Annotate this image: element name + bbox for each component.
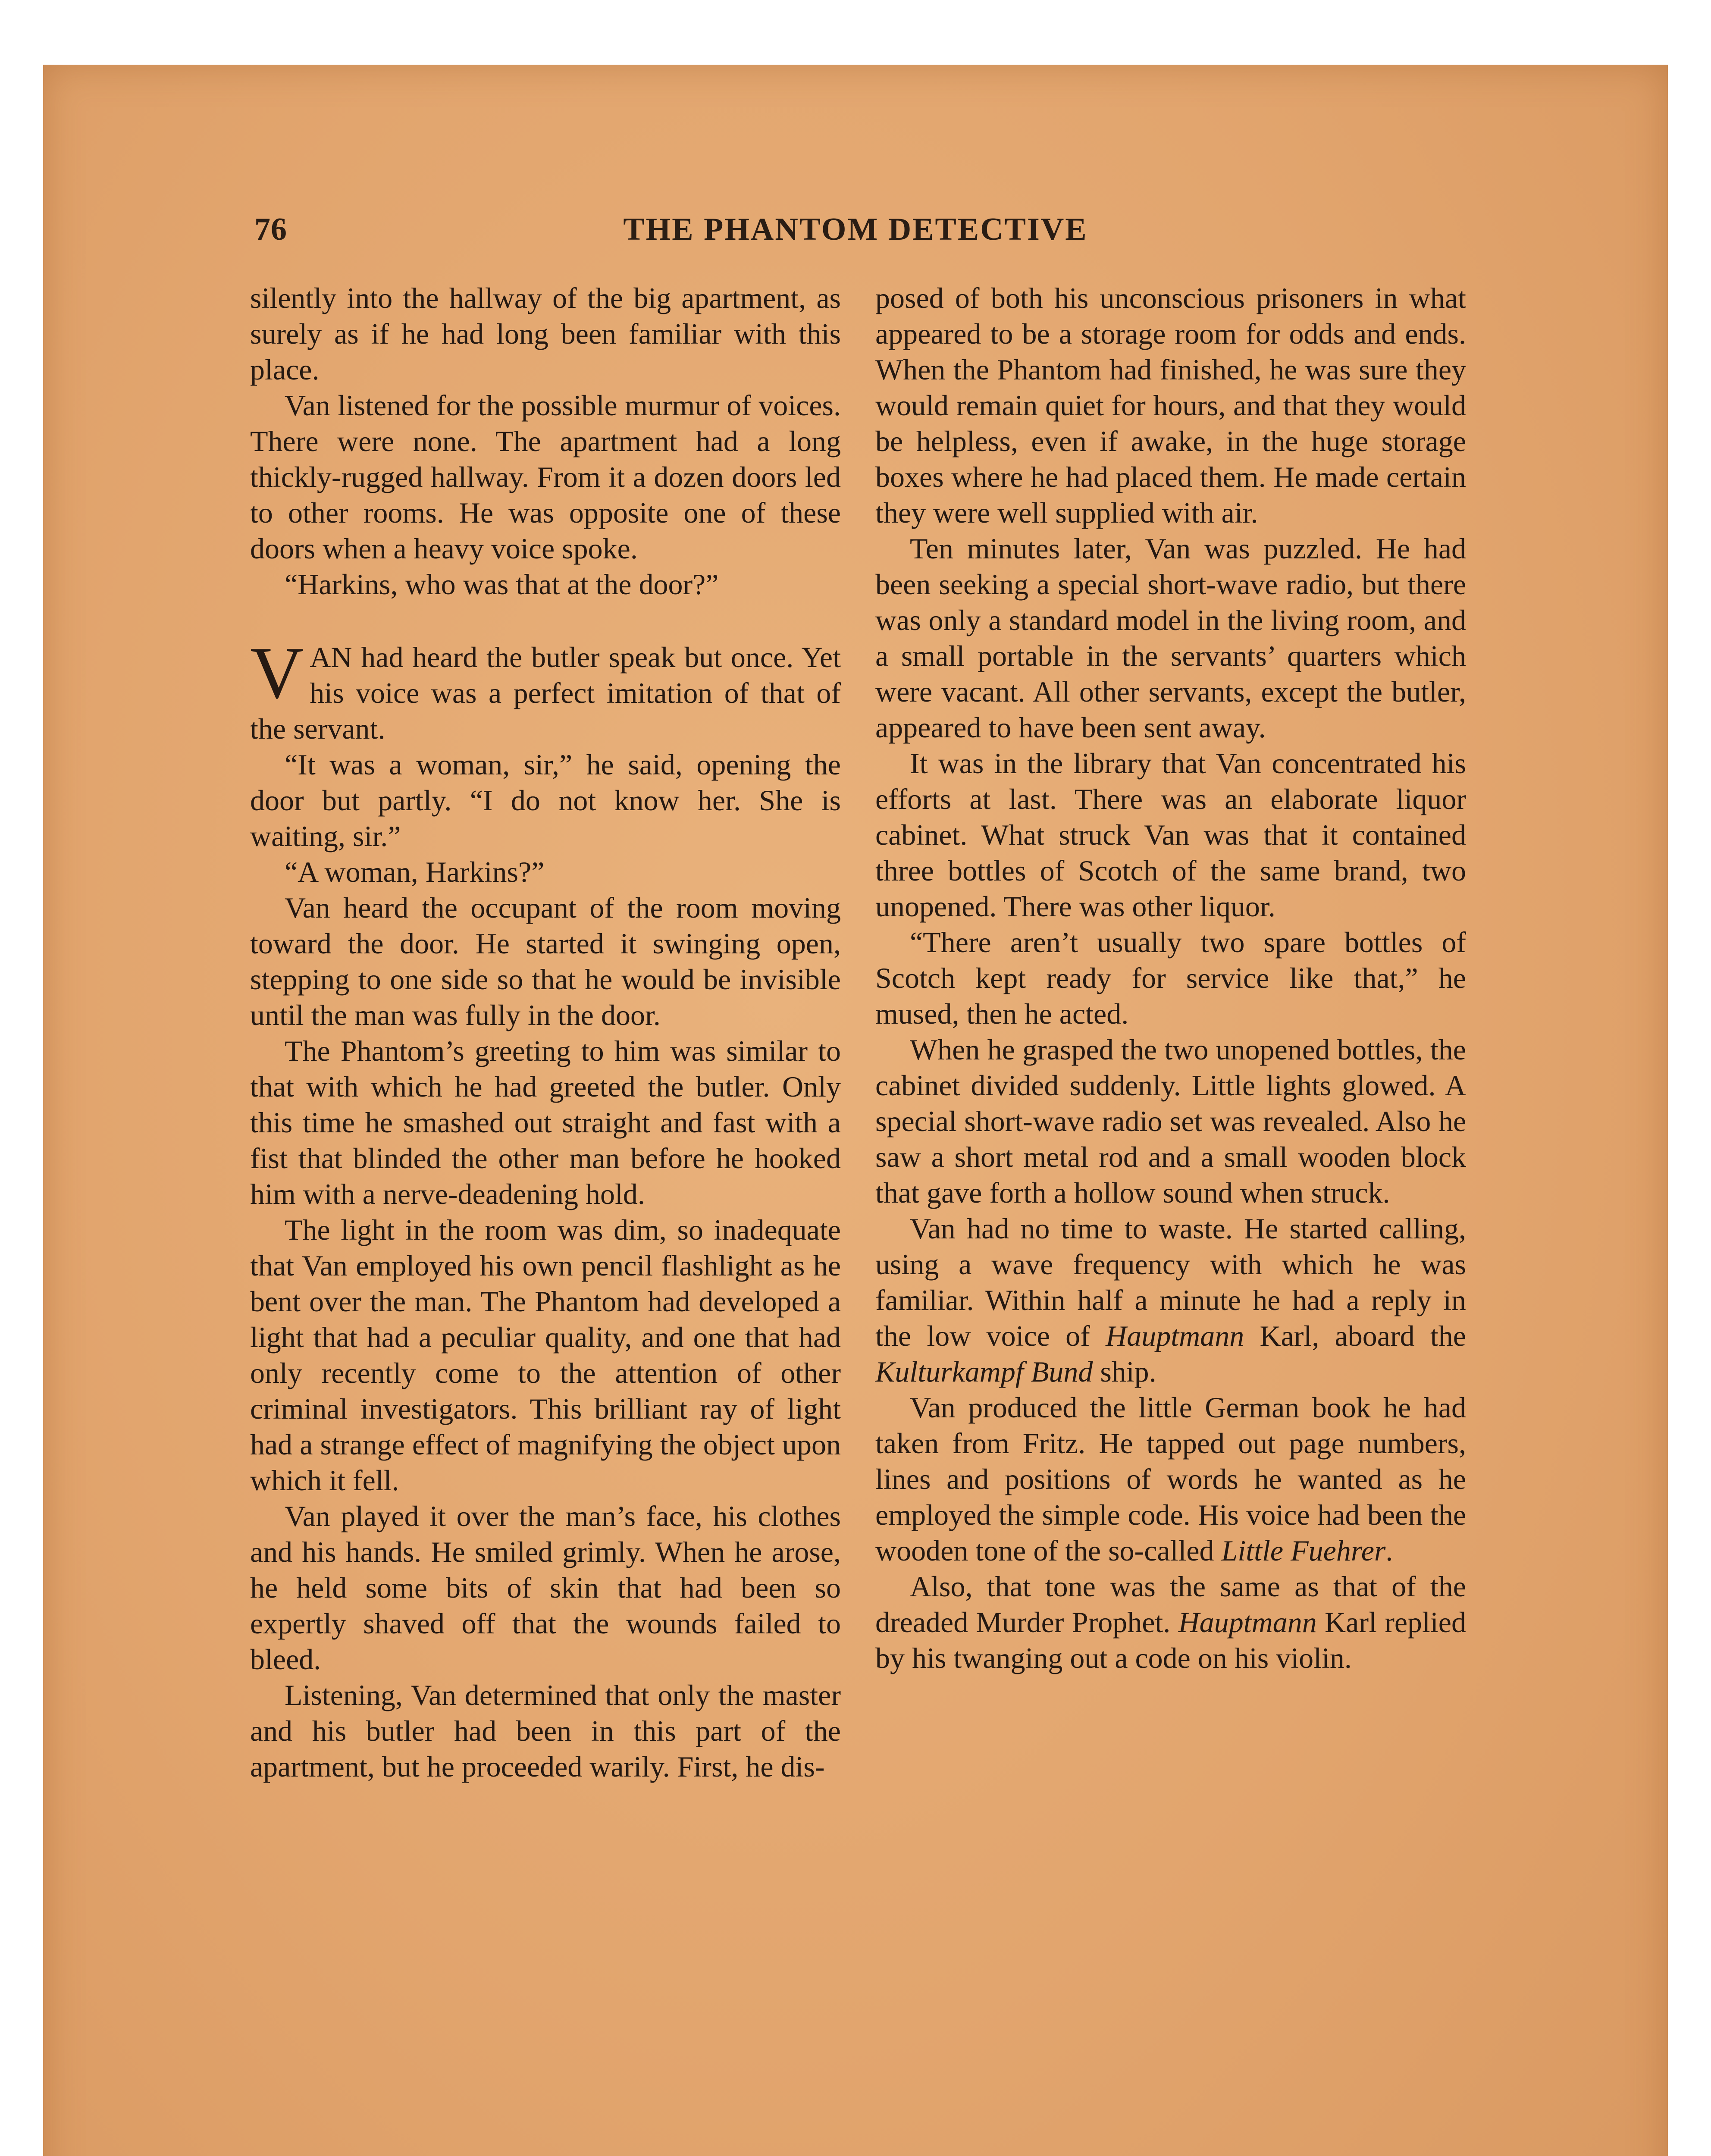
drop-cap-paragraph [250, 632, 841, 747]
paragraph: The light in the room was dim, so inadequate that Van employed his own pencil flashlight as he bent over the man. The Phantom had developed a light that had a peculiar quality, and one that had only recently come to the attention of other criminal investigators. This brilliant ray of light had a strange effect of magnifying the object upon which it fell. [250, 1213, 841, 1497]
text-run: ship. [1093, 1355, 1156, 1388]
italic-text: Hauptmann [1178, 1606, 1317, 1639]
text-run: Karl replied by his twanging out a code on his violin. [875, 1606, 1466, 1674]
running-title: THE PHANTOM DETECTIVE [623, 212, 1088, 247]
italic-text: Hauptmann [1106, 1319, 1244, 1352]
page-paper [43, 65, 1668, 2156]
paragraph: It was in the library that Van concentrated his efforts at last. There was an elaborate liquor cabinet. What struck Van was that it contained three bottles of Scotch of the same brand, two unopened. There was other liquor. [875, 747, 1466, 923]
paragraph: The Phantom’s greeting to him was similar to that with which he had greeted the butler. Only this time he smashed out straight and fast with a fist that blinded the other man before he hooked him with a nerve-deadening hold. [250, 1034, 841, 1210]
paragraph: Van heard the occupant of the room moving toward the door. He started it swinging open, stepping to one side so that he would be invisible until the man was fully in the door. [250, 891, 841, 1031]
right-column [875, 280, 1466, 1676]
paragraph: “A woman, Harkins?” [285, 856, 545, 888]
drop-cap: V [250, 632, 304, 714]
text-run: Van had no time to waste. He started calling, using a wave frequency with which he was familiar. Within half a minute he had a reply in the low voice of [875, 1212, 1466, 1352]
paragraph: posed of both his unconscious prisoners in what appeared to be a storage room for odds and ends. When the Phantom had finished, he was sure they would remain quiet for hours, and that they would be helpless, even if awake, in the huge storage boxes where he had placed them. He made certain they were well supplied with air. [875, 282, 1466, 529]
text-run: Also, that tone was the same as that of the dreaded Murder Prophet. [875, 1570, 1466, 1639]
text-run: Van produced the little German book he had taken from Fritz. He tapped out page numbers, lines and positions of words he wanted as he employed the simple code. His voice had been the wooden tone of the so-called [875, 1391, 1466, 1567]
italic-text: Kulturkampf Bund [875, 1355, 1093, 1388]
drop-cap-paragraph-text: AN had heard the butler speak but once. Yet his voice was a perfect imitation of that of the servant. [250, 641, 841, 745]
paragraph: “It was a woman, sir,” he said, opening the door but partly. “I do not know her. She is waiting, sir.” [250, 748, 841, 852]
paragraph [875, 1569, 1466, 1676]
text-run: Karl, aboard the [1244, 1319, 1466, 1352]
paragraph: Van listened for the possible murmur of voices. There were none. The apartment had a long thickly-rugged hallway. From it a dozen doors led to other rooms. He was opposite one of these doors when a heavy voice spoke. [250, 389, 841, 565]
paragraph: When he grasped the two unopened bottles, the cabinet divided suddenly. Little lights glowed. A special short-wave radio set was revealed. Also he saw a short metal rod and a small wooden block that gave forth a hollow sound when struck. [875, 1033, 1466, 1209]
paragraph [875, 1390, 1466, 1569]
paragraph: silently into the hallway of the big apartment, as surely as if he had long been familiar with this place. [250, 282, 841, 386]
page-number: 76 [254, 212, 287, 247]
paragraph [875, 1211, 1466, 1390]
paragraph: “Harkins, who was that at the door?” [285, 568, 719, 601]
page-header [43, 211, 1668, 259]
paragraph: Listening, Van determined that only the master and his butler had been in this part of the apartment, but he proceeded warily. First, he dis- [250, 1679, 841, 1783]
paragraph: Van played it over the man’s face, his clothes and his hands. He smiled grimly. When he arose, he held some bits of skin that had been so expertly shaved off that the wounds failed to bleed. [250, 1500, 841, 1676]
text-run: . [1385, 1534, 1393, 1567]
paragraph: “There aren’t usually two spare bottles of Scotch kept ready for service like that,” he mused, then he acted. [875, 926, 1466, 1030]
italic-text: Little Fuehrer [1221, 1534, 1386, 1567]
paragraph: Ten minutes later, Van was puzzled. He had been seeking a special short-wave radio, but there was only a standard model in the living room, and a small portable in the servants’ quarters which were vacant. All other servants, except the butler, appeared to have been sent away. [875, 532, 1466, 744]
left-column [250, 280, 841, 1785]
